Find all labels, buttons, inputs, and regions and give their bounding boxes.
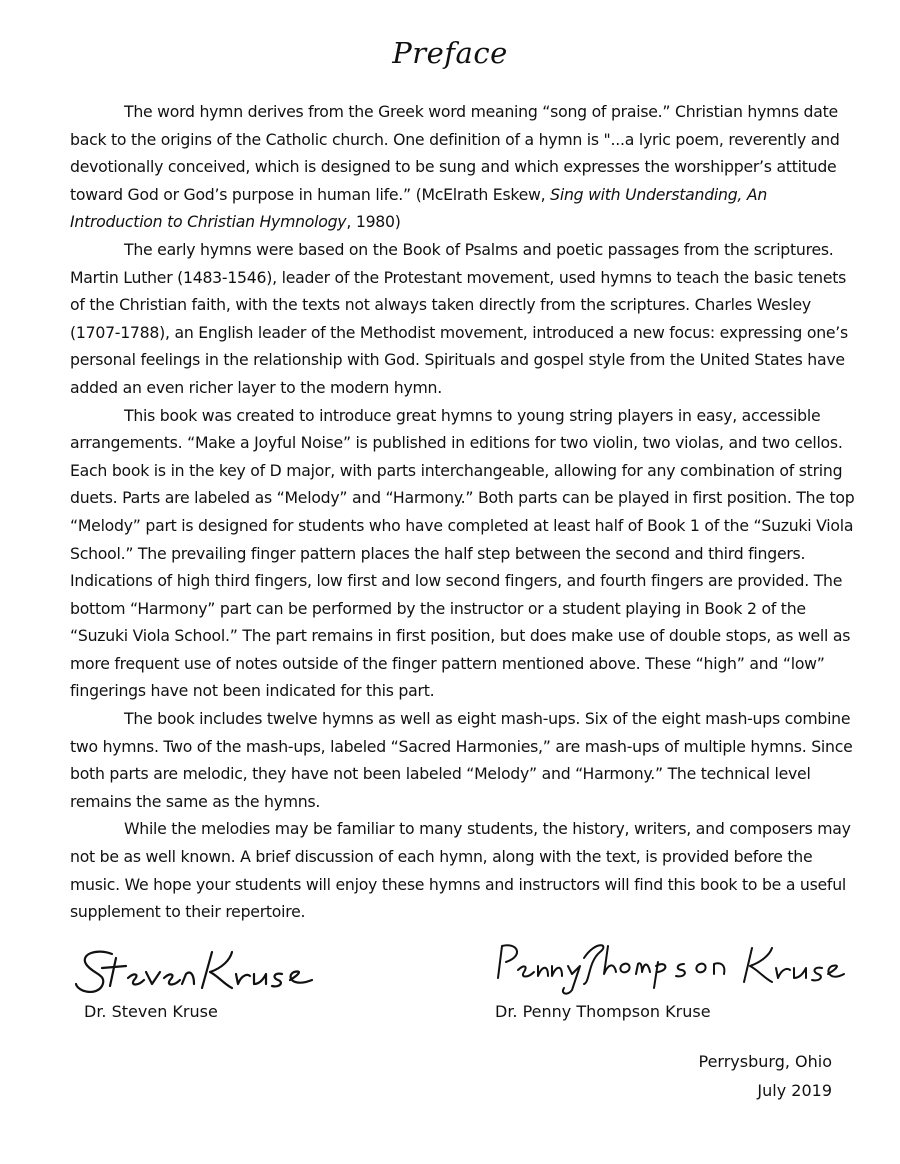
preface-body <box>70 98 860 926</box>
paragraph-1-text: The word hymn derives from the Greek word meaning “song of praise.” Christian hymns date back to the origins of the Catholic church. One definition of a hymn is "...a lyric poem, reverently and devotionally conceived, which is designed to be sung and which expresses the worshipper’s attitude toward God or God’s purpose in human life.” (McElrath Eskew, <box>70 102 840 204</box>
page-title: Preface <box>392 36 508 70</box>
book-citation-title: Sing with Understanding, An Introduction to Christian Hymnology <box>70 184 768 232</box>
paragraph-2: The early hymns were based on the Book of Psalms and poetic passages from the scriptures. Martin Luther (1483-1546), leader of the Protestant movement, used hymns to teach the basic tenets of the Christian faith, with the texts not always taken directly from the scriptures. Charles Wesley (1707-1788), an English leader of the Methodist movement, introduced a new focus: expressing one’s personal feelings in the relationship with God. Spirituals and gospel style from the United States have added an even richer layer to the modern hymn. <box>70 239 848 397</box>
paragraph-1 <box>70 98 860 236</box>
signer-name-left: Dr. Steven Kruse <box>84 1002 218 1021</box>
signature-penny-thompson-kruse <box>488 938 848 1000</box>
paragraph-1-end: , 1980) <box>346 212 401 232</box>
place-city: Perrysburg, Ohio <box>698 1052 832 1071</box>
paragraph-3: This book was created to introduce great hymns to young string players in easy, accessible arrangements. “Make a Joyful Noise” is published in editions for two violin, two violas, and two cellos. Each book is in the key of D major, with parts interchangeable, allowing for any combination of string duets. Parts are labeled as “Melody” and “Harmony.” Both parts can be played in first position. The top “Melody” part is designed for students who have completed at least half of Book 1 of the “Suzuki Viola School.” The prevailing finger pattern places the half step between the second and third fingers. Indications of high third fingers, low first and low second fingers, and fourth fingers are provided. The bottom “Harmony” part can be performed by the instructor or a student playing in Book 2 of the “Suzuki Viola School.” The part remains in first position, but does make use of double stops, as well as more frequent use of notes outside of the finger pattern mentioned above. These “high” and “low” fingerings have not been indicated for this part. <box>70 405 855 701</box>
signature-steven-kruse <box>72 944 322 996</box>
paragraph-5: While the melodies may be familiar to many students, the history, writers, and composers may not be as well known. A brief discussion of each hymn, along with the text, is provided before the music. We hope your students will enjoy these hymns and instructors will find this book to be a useful supplement to their repertoire. <box>70 819 851 922</box>
paragraph-4: The book includes twelve hymns as well as eight mash-ups. Six of the eight mash-ups combine two hymns. Two of the mash-ups, labeled “Sacred Harmonies,” are mash-ups of multiple hymns. Since both parts are melodic, they have not been labeled “Melody” and “Harmony.” The technical level remains the same as the hymns. <box>70 709 853 811</box>
signer-name-right: Dr. Penny Thompson Kruse <box>495 1002 711 1021</box>
place-date: July 2019 <box>757 1081 832 1100</box>
